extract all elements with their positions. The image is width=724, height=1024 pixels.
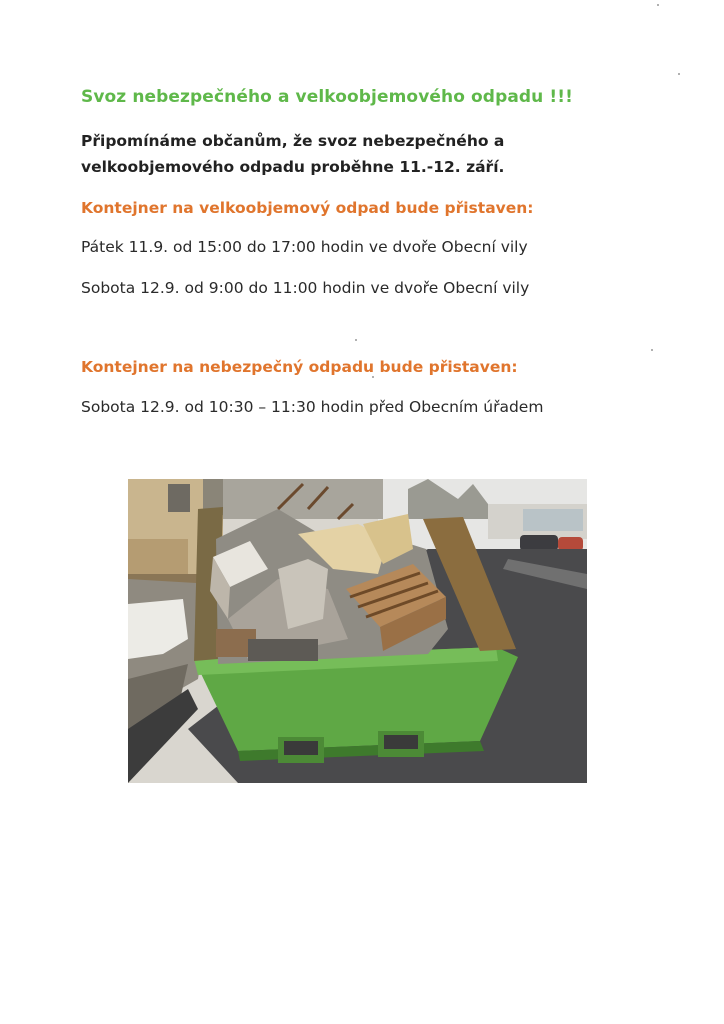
scan-speck bbox=[355, 339, 357, 341]
bulky-waste-friday: Pátek 11.9. od 15:00 do 17:00 hodin ve dvoře Obecní vily bbox=[81, 238, 528, 256]
notice-title: Svoz nebezpečného a velkoobjemového odpadu !!! bbox=[81, 87, 573, 107]
bulky-waste-saturday: Sobota 12.9. od 9:00 do 11:00 hodin ve dvoře Obecní vily bbox=[81, 279, 530, 297]
waste-container-photo bbox=[128, 479, 587, 783]
hazardous-waste-heading: Kontejner na nebezpečný odpadu bude přistaven: bbox=[81, 358, 518, 376]
scan-speck bbox=[651, 349, 653, 351]
bulky-waste-heading: Kontejner na velkoobjemový odpad bude přistaven: bbox=[81, 199, 534, 217]
hazardous-waste-saturday: Sobota 12.9. od 10:30 – 11:30 hodin před Obecním úřadem bbox=[81, 398, 544, 416]
scan-speck bbox=[657, 4, 659, 6]
scan-speck bbox=[678, 73, 680, 75]
notice-intro: Připomínáme občanům, že svoz nebezpečného a velkoobjemového odpadu proběhne 11.-12. září. bbox=[81, 132, 505, 176]
scan-speck bbox=[372, 376, 374, 378]
